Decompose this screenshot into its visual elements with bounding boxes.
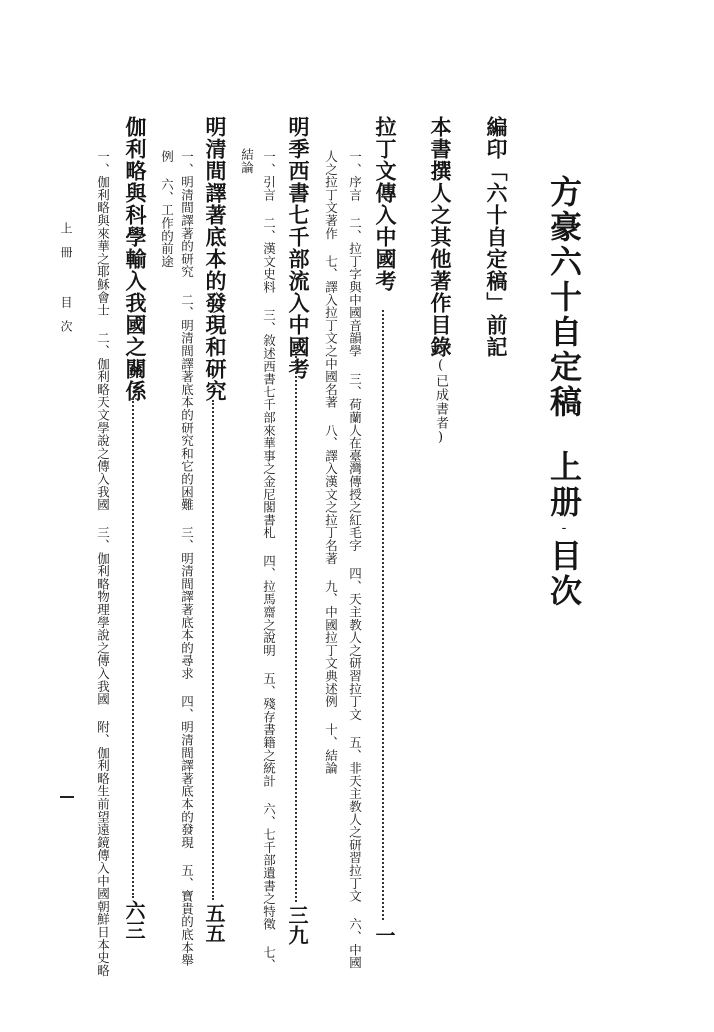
title-dash: -	[556, 520, 572, 539]
toc-other-works	[430, 116, 451, 446]
page-number: 一	[372, 925, 396, 945]
book-title	[545, 175, 583, 609]
chapter-summary: 一、明清間譯著的研究 二、明清間譯著底本的研究和它的困難 三、明清間譯著底本的尋求 四、明清間譯著底本的發現 五、寶貴的底本舉	[179, 150, 195, 967]
leader-dots	[382, 310, 387, 920]
folio-number	[60, 796, 74, 798]
running-head: 上冊 目次	[59, 222, 73, 344]
title-volume: 上册	[545, 450, 583, 520]
chapter-heading: 伽利略與科學輸入我國之關係	[123, 116, 148, 402]
chapter-summary: 結論	[239, 148, 255, 174]
page-number: 五五	[202, 903, 226, 943]
chapter-summary: 一、引言 二、漢文史料 三、敘述西書七千部來華事之金尼閣書札 四、拉馬齋之說明 五、殘存書籍之統計 六、七千部遺書之特徵 七、	[261, 150, 277, 972]
chapter-summary: 人之拉丁文著作 七、譯入拉丁文之中國名著 八、譯入漢文之拉丁名著 九、中國拉丁文典述例 十、結論	[323, 150, 339, 775]
chapter-summary: 一、伽利略與來華之耶穌會士 二、伽利略天文學說之傳入我國 三、伽利略物理學說之傳入我國 附、伽利略生前望遠鏡傳入中國朝鮮日本史略	[95, 150, 111, 977]
chapter-heading: 拉丁文傳入中國考	[373, 116, 398, 292]
title-section: 目次	[545, 539, 583, 609]
page-number: 六三	[122, 900, 146, 940]
leader-dots	[295, 352, 300, 902]
chapter-summary: 例 六、工作的前途	[159, 150, 175, 268]
leader-dots	[212, 400, 217, 900]
title-main: 方豪六十自定稿	[545, 175, 583, 420]
chapter-heading: 明清間譯著底本的發現和研究	[203, 116, 228, 402]
toc-preface: 編印「六十自定稿」前記	[484, 116, 509, 358]
chapter-heading: 明季西書七千部流入中國考	[286, 116, 311, 380]
page-number: 三九	[285, 905, 309, 945]
other-works-note: (已成書者)	[433, 358, 448, 446]
other-works-heading: 本書撰人之其他著作目錄	[428, 116, 453, 358]
chapter-summary: 一、序言 二、拉丁字與中國音韻學 三、荷蘭人在臺灣傳授之紅毛字 四、天主教人之研習拉丁文 五、非天主教人之研習拉丁文 六、中國	[347, 150, 363, 969]
leader-dots	[132, 398, 137, 898]
